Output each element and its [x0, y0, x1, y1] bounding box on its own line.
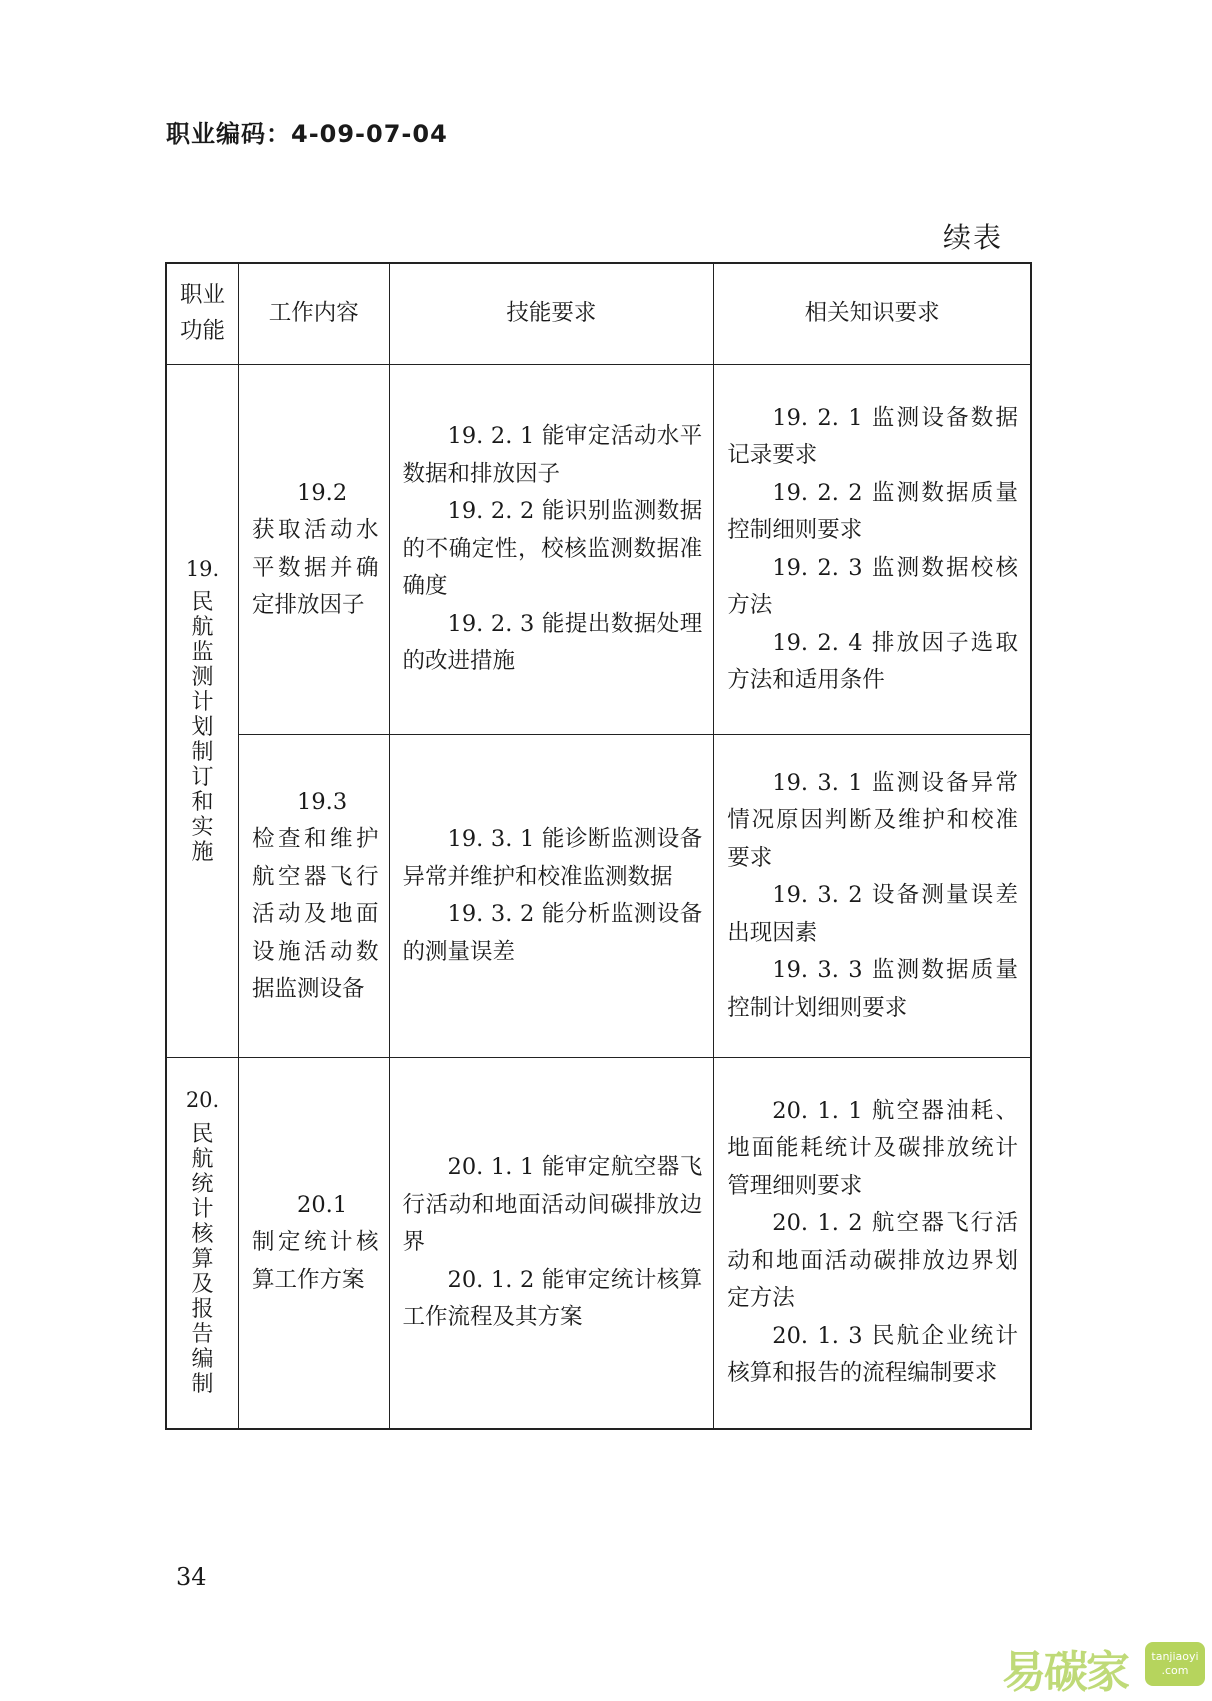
table-header-row	[166, 263, 1031, 365]
function-name: 民航统计核算及报告编制	[191, 1121, 214, 1397]
watermark-site: tanjiaoyi	[1151, 1650, 1199, 1663]
function-number: 19.	[185, 556, 220, 581]
skill-item: 20. 1. 1 能审定航空器飞行活动和地面活动间碳排放边界	[402, 1154, 703, 1255]
work-text: 20.1 制定统计核算工作方案	[252, 1191, 379, 1293]
knowledge-item: 19. 2. 3 监测数据校核方法	[727, 554, 1018, 618]
knowledge-cell	[714, 365, 1031, 735]
table-row	[166, 1058, 1031, 1429]
knowledge-cell	[714, 1058, 1031, 1429]
knowledge-item: 20. 1. 2 航空器飞行活动和地面活动碳排放边界划定方法	[727, 1210, 1018, 1312]
work-cell	[239, 365, 389, 735]
continued-label: 续表	[943, 221, 1004, 254]
skills-table	[165, 262, 1032, 1430]
work-text: 19.2 获取活动水平数据并确定排放因子	[252, 479, 379, 618]
skill-cell	[389, 735, 714, 1058]
table-row	[166, 365, 1031, 735]
watermark-domain: .com	[1161, 1664, 1189, 1677]
function-number: 20.	[185, 1088, 220, 1113]
table-row	[166, 735, 1031, 1058]
knowledge-item: 19. 3. 2 设备测量误差出现因素	[727, 882, 1018, 946]
skill-item: 20. 1. 2 能审定统计核算工作流程及其方案	[402, 1266, 703, 1330]
knowledge-item: 19. 2. 1 监测设备数据记录要求	[727, 404, 1018, 468]
header-skill: 技能要求	[389, 263, 714, 365]
work-cell	[239, 1058, 389, 1429]
skill-item: 19. 2. 1 能审定活动水平数据和排放因子	[402, 423, 703, 487]
knowledge-cell	[714, 735, 1031, 1058]
knowledge-item: 19. 3. 1 监测设备异常情况原因判断及维护和校准要求	[727, 769, 1018, 871]
header-work: 工作内容	[239, 263, 389, 365]
work-text: 19.3 检查和维护航空器飞行活动及地面设施活动数据监测设备	[252, 788, 379, 1002]
function-name: 民航监测计划制订和实施	[191, 590, 214, 865]
page-number: 34	[176, 1563, 207, 1591]
work-cell	[239, 735, 389, 1058]
knowledge-item: 19. 2. 2 监测数据质量控制细则要求	[727, 479, 1018, 543]
skill-item: 19. 2. 3 能提出数据处理的改进措施	[402, 610, 703, 675]
knowledge-item: 20. 1. 1 航空器油耗、地面能耗统计及碳排放统计管理细则要求	[727, 1097, 1018, 1199]
skill-cell	[389, 1058, 714, 1429]
knowledge-item: 20. 1. 3 民航企业统计核算和报告的流程编制要求	[727, 1322, 1018, 1387]
skill-item: 19. 3. 1 能诊断监测设备异常并维护和校准监测数据	[402, 826, 703, 890]
function-cell-20	[166, 1058, 239, 1429]
knowledge-item: 19. 2. 4 排放因子选取方法和适用条件	[727, 629, 1018, 693]
occupation-code: 职业编码：4-09-07-04	[166, 120, 448, 148]
function-cell-19	[166, 365, 239, 1058]
skill-item: 19. 3. 2 能分析监测设备的测量误差	[402, 901, 703, 965]
header-knowledge: 相关知识要求	[714, 263, 1031, 365]
header-function	[166, 263, 239, 365]
knowledge-item: 19. 3. 3 监测数据质量控制计划细则要求	[727, 957, 1018, 1021]
header-function-label: 职业功能	[180, 282, 226, 345]
watermark-badge	[1145, 1642, 1205, 1686]
watermark-logo	[1002, 1636, 1207, 1698]
skill-item: 19. 2. 2 能识别监测数据的不确定性，校核监测数据准确度	[402, 498, 703, 600]
skill-cell	[389, 365, 714, 735]
watermark-logo-text: 易碳家	[1002, 1647, 1128, 1698]
